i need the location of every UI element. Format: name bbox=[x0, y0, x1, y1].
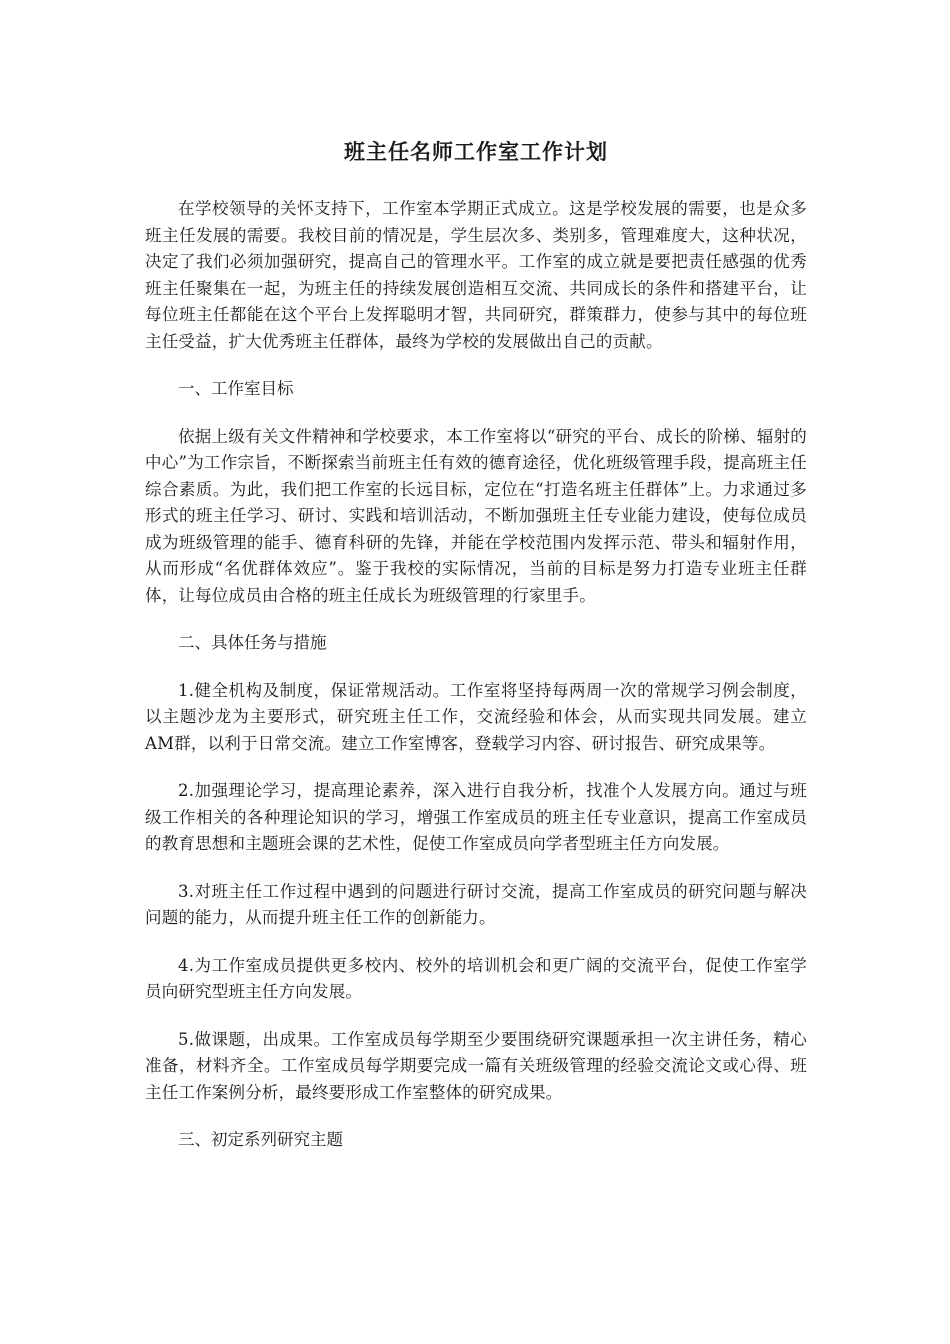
section-heading-tasks: 二、具体任务与措施 bbox=[178, 633, 327, 652]
task-item-3: 3.对班主任工作过程中遇到的问题进行研讨交流，提高工作室成员的研究问题与解决问题的能力，从而提升班主任工作的创新能力。 bbox=[145, 881, 807, 927]
document-body bbox=[145, 196, 807, 1175]
task-item-5: 5.做课题，出成果。工作室成员每学期至少要围绕研究课题承担一次主讲任务，精心准备，材料齐全。工作室成员每学期要完成一篇有关班级管理的经验交流论文或心得、班主任工作案例分析，最终要形成工作室整体的研究成果。 bbox=[145, 1029, 807, 1102]
intro-paragraph: 在学校领导的关怀支持下，工作室本学期正式成立。这是学校发展的需要，也是众多班主任发展的需要。我校目前的情况是，学生层次多、类别多，管理难度大，这种状况，决定了我们必须加强研究，提高自己的管理水平。工作室的成立就是要把责任感强的优秀班主任聚集在一起，为班主任的持续发展创造相互交流、共同成长的条件和搭建平台，让每位班主任都能在这个平台上发挥聪明才智，共同研究，群策群力，使参与其中的每位班主任受益，扩大优秀班主任群体，最终为学校的发展做出自己的贡献。 bbox=[145, 199, 807, 351]
section-heading-goals: 一、工作室目标 bbox=[178, 379, 294, 398]
task-item-2: 2.加强理论学习，提高理论素养，深入进行自我分析，找准个人发展方向。通过与班级工作相关的各种理论知识的学习，增强工作室成员的班主任专业意识，提高工作室成员的教育思想和主题班会课的艺术性，促使工作室成员向学者型班主任方向发展。 bbox=[145, 781, 807, 853]
goals-paragraph: 依据上级有关文件精神和学校要求，本工作室将以“研究的平台、成长的阶梯、辐射的中心”为工作宗旨，不断探索当前班主任有效的德育途径，优化班级管理手段，提高班主任综合素质。为此，我们把工作室的长远目标，定位在“打造名班主任群体”上。力求通过多形式的班主任学习、研讨、实践和培训活动，不断加强班主任专业能力建设，使每位成员成为班级管理的能手、德育科研的先锋，并能在学校范围内发挥示范、带头和辐射作用，从而形成“名优群体效应”。鉴于我校的实际情况，当前的目标是努力打造专业班主任群体，让每位成员由合格的班主任成长为班级管理的行家里手。 bbox=[145, 426, 807, 605]
task-item-4: 4.为工作室成员提供更多校内、校外的培训机会和更广阔的交流平台，促使工作室学员向研究型班主任方向发展。 bbox=[145, 955, 807, 1001]
section-heading-topics: 三、初定系列研究主题 bbox=[178, 1130, 343, 1149]
document-title: 班主任名师工作室工作计划 bbox=[344, 139, 608, 164]
task-item-1: 1.健全机构及制度，保证常规活动。工作室将坚持每两周一次的常规学习例会制度，以主题沙龙为主要形式，研究班主任工作，交流经验和体会，从而实现共同发展。建立AM群，以利于日常交流。建立工作室博客，登载学习内容、研讨报告、研究成果等。 bbox=[145, 680, 807, 753]
